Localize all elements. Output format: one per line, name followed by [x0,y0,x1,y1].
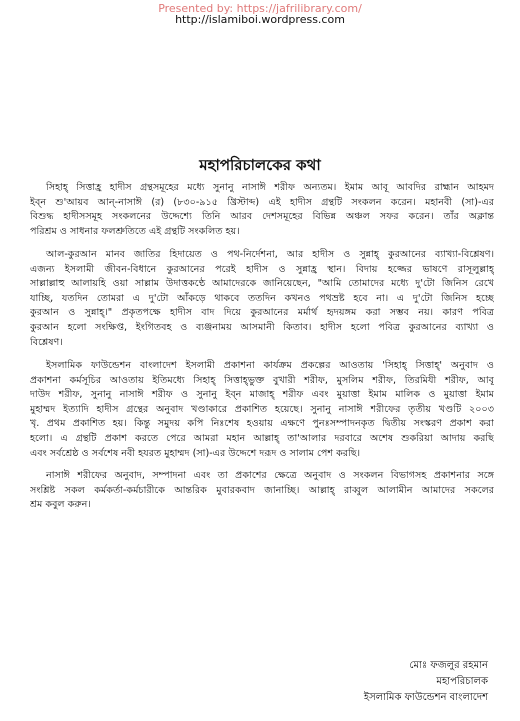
text-line: এজন্য ইসলামী জীবন-বিধানে কুরআনের পরেই হাদীস ও সুন্নাহ্র স্থান। বিদায় হজ্জের ভাষণে রাসূলুল্লাহ্ [30,263,494,275]
text-line: কুরআন হলো সংক্ষিপ্ত, ইংগিতবহ ও ব্যঞ্জনাময় আসমানী কিতাব। হাদীস হলো পবিত্র কুরআনের ব্যাখ্যা ও [30,321,494,333]
signatory-name: মোঃ ফজলুর রহমান [409,660,488,671]
text-line: মুহাম্মদ ইত্যাদি হাদীস গ্রন্থের অনুবাদ খণ্ডাকারে প্রকাশিত হয়েছে। সুনানু নাসাঈ শরীফের তৃতীয় খণ্ডটি ২০০৩ [30,403,494,415]
text-line: দাউদ শরীফ, সুনানু নাসাঈ শরীফ ও সুনানু ইব্‌ন মাজাহ্ শরীফ এবং মুয়াত্তা ইমাম মালিক ও মুয়াত্তা ইমাম [30,389,494,401]
text-line: বিশুদ্ধ হাদীসসমূহ সংকলনের উদ্দেশ্যে তিনি আরব দেশসমূহের বিভিন্ন অঞ্চল সফর করেন। তাঁর অক্লান্ত [30,211,494,223]
text-line: এবং সর্বশ্রেষ্ঠ ও সর্বশেষ নবী হযরত মুহাম্মদ (সা)-এর উদ্দেশে দরূদ ও সালাম পেশ করছি। [30,447,361,459]
signatory-designation: মহাপরিচালক [436,676,488,687]
paragraph-4 [30,469,494,513]
text-line: প্রকাশনা কর্মসূচির আওতায় ইতিমধ্যে সিহাহ্ সিত্তাহ্ভুক্ত বুখারী শরীফ, মুসলিম শরীফ, তিরমিযী শরীফ, আবূ [30,374,494,386]
paragraph-1 [30,181,494,239]
text-line: সাল্লাল্লাহু আলায়হি ওয়া সাল্লাম উদাত্তকণ্ঠে আমাদেরকে জানিয়েছেন, "আমি তোমাদের মধ্যে দু'টো জিনিস রেখে [30,278,494,290]
text-line: খৃ. প্রথম প্রকাশিত হয়। কিন্তু সমুদয় কপি নিঃশেষ হওয়ায় এক্ষণে পুনঃসম্পাদনকৃত দ্বিতীয় সংস্করণ প্রকাশ করা [30,418,494,430]
text-line: ইসলামিক ফাউন্ডেশন বাংলাদেশ ইসলামী প্রকাশনা কার্যক্রম প্রকল্পের আওতায় 'সিহাহ্ সিত্তাহ্' অনুবাদ ও [46,360,494,371]
text-line: হলো। এ গ্রন্থটি প্রকাশ করতে পেরে আমরা মহান আল্লাহ্ তা'আলার দরবারে অশেষ শুকরিয়া আদায় করছি [30,432,494,444]
signatory-organization: ইসলামিক ফাউন্ডেশন বাংলাদেশ [363,692,488,703]
text-line: কুরআন ও সুন্নাহ্।" প্রকৃতপক্ষে হাদীস বাদ দিয়ে কুরআনের মর্মার্থ হৃদয়ঙ্গম করা সম্ভব নয়। কারণ পবিত্র [30,307,494,319]
paragraph-3 [30,359,494,461]
text-line: সিহাহ্ সিত্তাহ্র হাদীস গ্রন্থসমূহের মধ্যে সুনানু নাসাঈ শরীফ অন্যতম। ইমাম আবূ আবদির রাহ্মান আহমদ [46,182,494,193]
text-line: ইব্‌ন শু'আয়ব আন্‌-নাসাঈ (র) (৮৩০-৯১৫ খ্রিস্টাব্দ) এই হাদীস গ্রন্থটি সংকলন করেন। মহানবী (সা)-এর [30,196,494,208]
signature-block [364,658,488,706]
text-line: নাসাঈ শরীফের অনুবাদ, সম্পাদনা এবং তা প্রকাশের ক্ষেত্রে অনুবাদ ও সংকলন বিভাগসহ প্রকাশনার সঙ্গে [46,470,494,481]
text-line: বিশ্লেষণ। [30,336,63,348]
text-line: সংশ্লিষ্ট সকল কর্মকর্তা-কর্মচারীকে আন্তরিক মুবারকবাদ জানাচ্ছি। আল্লাহ্ রাব্বুল আলামীন আমাদের সকলের [30,484,494,496]
text-line: আল-কুরআন মানব জাতির হিদায়েত ও পথ-নির্দেশনা, আর হাদীস ও সুন্নাহ্ কুরআনের ব্যাখ্যা-বিশ্লেষণ। [46,249,494,260]
site-url: http://islamiboi.wordpress.com [175,13,345,26]
text-line: যাচ্ছি, যতদিন তোমরা এ দু'টো আঁকড়ে থাকবে ততদিন কখনও পথভ্রষ্ট হবে না। এ দু'টো জিনিস হচ্ছে [30,292,494,304]
paragraph-2 [30,248,494,350]
text-line: পরিশ্রম ও সাধনার ফলশ্রুতিতে এই গ্রন্থটি সংকলিত হয়। [30,225,240,237]
text-line: শ্রম কবুল করুন। [30,499,91,511]
presented-by-watermark: Presented by: https://jafrilibrary.com/ [158,2,362,15]
page-title: মহাপরিচালকের কথা [199,156,321,174]
